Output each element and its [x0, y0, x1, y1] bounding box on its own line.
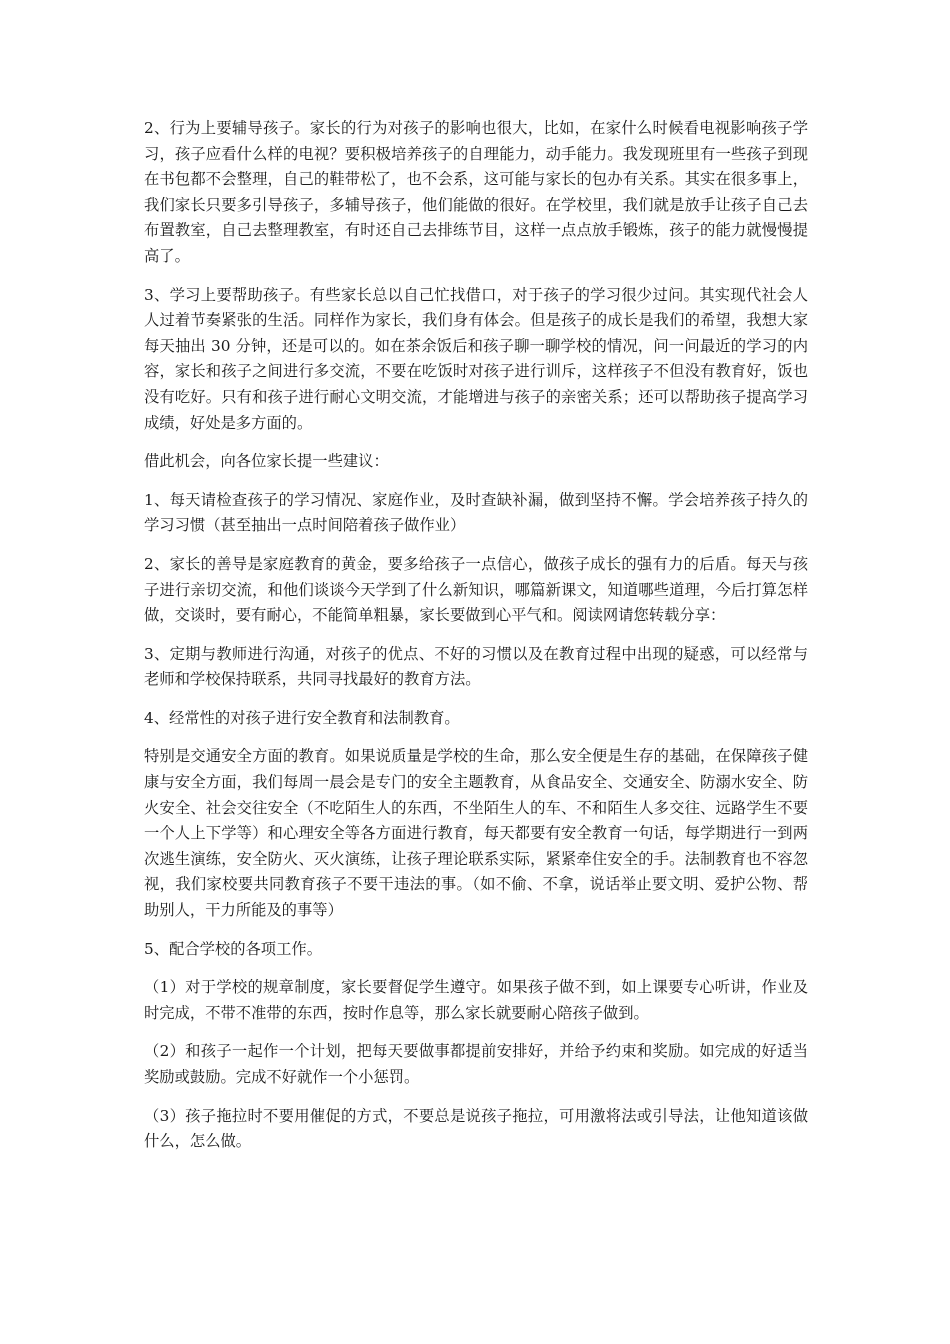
paragraph-subitem-3: （3）孩子拖拉时不要用催促的方式，不要总是说孩子拖拉，可用激将法或引导法，让他知道该做什么，怎么做。: [144, 1106, 808, 1151]
paragraph-suggestion-3: 3、定期与教师进行沟通，对孩子的优点、不好的习惯以及在教育过程中出现的疑惑，可以经常与老师和学校保持联系，共同寻找最好的教育方法。: [144, 644, 808, 689]
paragraph-suggestion-2: 2、家长的善导是家庭教育的黄金，要多给孩子一点信心，做孩子成长的强有力的后盾。每天与孩子进行亲切交流，和他们谈谈今天学到了什么新知识，哪篇新课文，知道哪些道理，今后打算怎样做，交谈时，要有耐心，不能简单粗暴，家长要做到心平气和。阅读网请您转载分享：: [144, 554, 808, 625]
paragraph-suggestion-1: 1、每天请检查孩子的学习情况、家庭作业，及时查缺补漏，做到坚持不懈。学会培养孩子持久的学习习惯（甚至抽出一点时间陪着孩子做作业）: [144, 490, 808, 535]
paragraph-subitem-2: （2）和孩子一起作一个计划，把每天要做事都提前安排好，并给予约束和奖励。如完成的好适当奖励或鼓励。完成不好就作一个小惩罚。: [144, 1042, 808, 1086]
paragraph-study-help: 3、学习上要帮助孩子。有些家长总以自己忙找借口，对于孩子的学习很少过问。其实现代社会人人过着节奏紧张的生活。同样作为家长，我们身有体会。但是孩子的成长是我们的希望，我想大家每天抽出 30 分钟，还是可以的。如在茶余饭后和孩子聊一聊学校的情况，问一问最近的学习的内容，家长和孩子之间进行多交流，不要在吃饭时对孩子进行训斥，这样孩子不但没有教育好，饭也没有吃好。只有和孩子进行耐心文明交流，才能增进与孩子的亲密关系；还可以帮助孩子提高学习成绩，好处是多方面的。: [144, 285, 808, 432]
paragraph-suggestion-4: 4、经常性的对孩子进行安全教育和法制教育。: [144, 708, 460, 727]
paragraph-behavior-guidance: 2、行为上要辅导孩子。家长的行为对孩子的影响也很大，比如，在家什么时候看电视影响孩子学习，孩子应看什么样的电视？要积极培养孩子的自理能力，动手能力。我发现班里有一些孩子到现在书包都不会整理，自己的鞋带松了，也不会系，这可能与家长的包办有关系。其实在很多事上，我们家长只要多引导孩子，多辅导孩子，他们能做的很好。在学校里，我们就是放手让孩子自己去布置教室，自己去整理教室，有时还自己去排练节目，这样一点点放手锻炼，孩子的能力就慢慢提高了。: [144, 119, 808, 265]
document-body: [144, 116, 808, 1168]
paragraph-suggestions-intro: 借此机会，向各位家长提一些建议：: [144, 452, 389, 471]
paragraph-subitem-1: （1）对于学校的规章制度，家长要督促学生遵守。如果孩子做不到，如上课要专心听讲，作业及时完成，不带不准带的东西，按时作息等，那么家长就要耐心陪孩子做到。: [144, 978, 808, 1022]
paragraph-suggestion-5: 5、配合学校的各项工作。: [144, 939, 322, 958]
paragraph-safety-education: 特别是交通安全方面的教育。如果说质量是学校的生命，那么安全便是生存的基础，在保障孩子健康与安全方面，我们每周一晨会是专门的安全主题教育，从食品安全、交通安全、防溺水安全、防火安全、社会交往安全（不吃陌生人的东西，不坐陌生人的车、不和陌生人多交往、远路学生不要一个人上下学等）和心理安全等各方面进行教育，每天都要有安全教育一句话，每学期进行一到两次逃生演练，安全防火、灭火演练，让孩子理论联系实际，紧紧牵住安全的手。法制教育也不容忽视，我们家校要共同教育孩子不要干违法的事。（如不偷、不拿，说话举止要文明、爱护公物、帮助别人，干力所能及的事等）: [144, 747, 808, 920]
